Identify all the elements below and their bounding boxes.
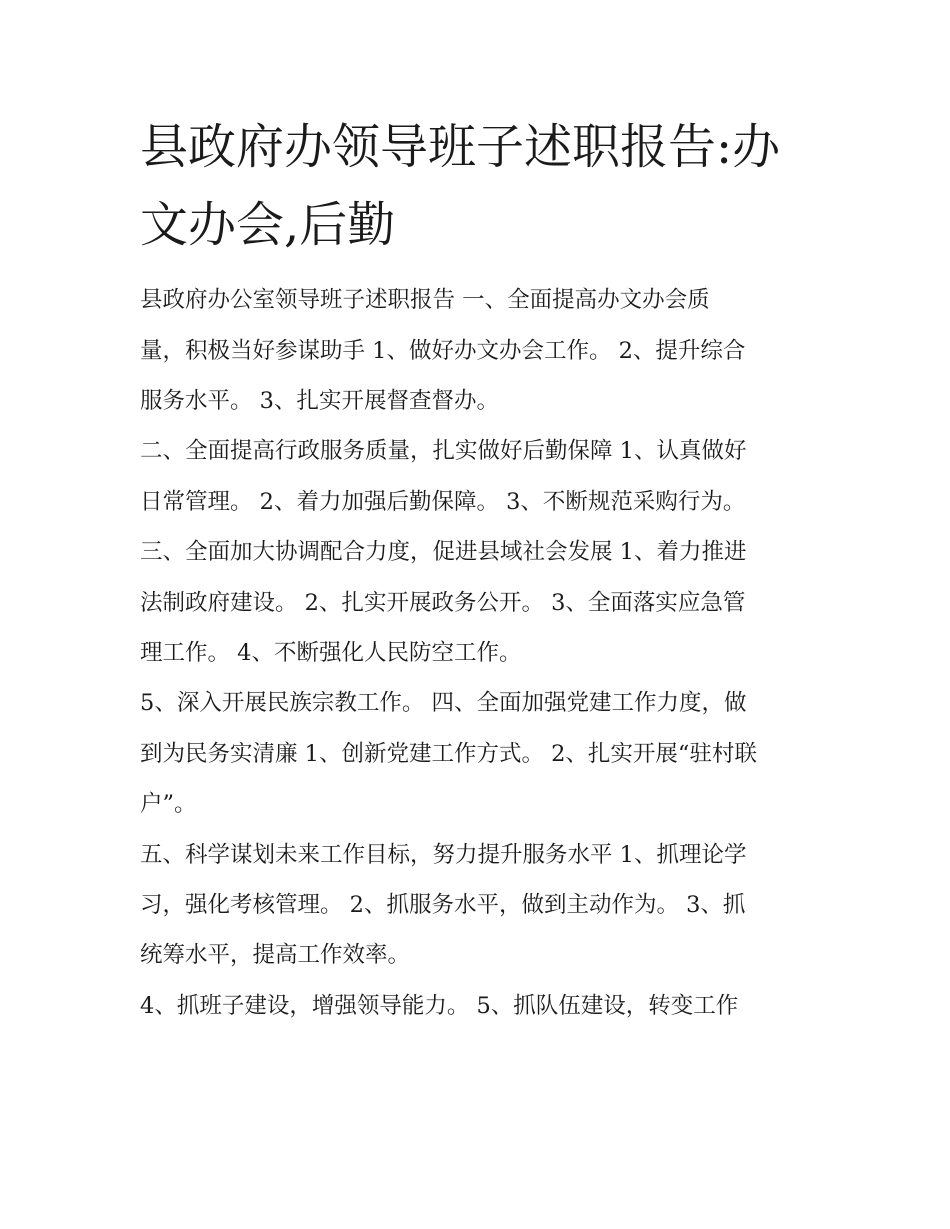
body-line: 三、全面加大协调配合力度，促进县域社会发展 1、着力推进 (140, 539, 747, 565)
body-line: 县政府办公室领导班子述职报告 一、全面提高办文办会质 (140, 287, 710, 313)
body-line: 服务水平。 3、扎实开展督查督办。 (140, 388, 499, 414)
document-title: 县政府办领导班子述职报告:办文办会,后勤 (140, 119, 781, 253)
body-line: 日常管理。 2、着力加强后勤保障。 3、不断规范采购行为。 (140, 489, 746, 515)
body-line: 统筹水平，提高工作效率。 (140, 942, 411, 968)
body-line: 二、全面提高行政服务质量，扎实做好后勤保障 1、认真做好 (140, 438, 747, 464)
body-line: 5、深入开展民族宗教工作。 四、全面加强党建工作力度，做 (140, 690, 747, 716)
body-line: 量，积极当好参谋助手 1、做好办文办会工作。 2、提升综合 (140, 338, 746, 364)
body-line: 法制政府建设。 2、扎实开展政务公开。 3、全面落实应急管 (140, 590, 746, 616)
body-line: 习，强化考核管理。 2、抓服务水平，做到主动作为。 3、抓 (140, 892, 746, 918)
body-line: 4、抓班子建设，增强领导能力。 5、抓队伍建设，转变工作 (140, 993, 739, 1019)
body-line: 到为民务实清廉 1、创新党建工作方式。 2、扎实开展“驻村联 (140, 741, 757, 767)
body-line: 户”。 (140, 791, 197, 817)
body-line: 五、科学谋划未来工作目标，努力提升服务水平 1、抓理论学 (140, 842, 747, 868)
body-line: 理工作。 4、不断强化人民防空工作。 (140, 640, 522, 666)
